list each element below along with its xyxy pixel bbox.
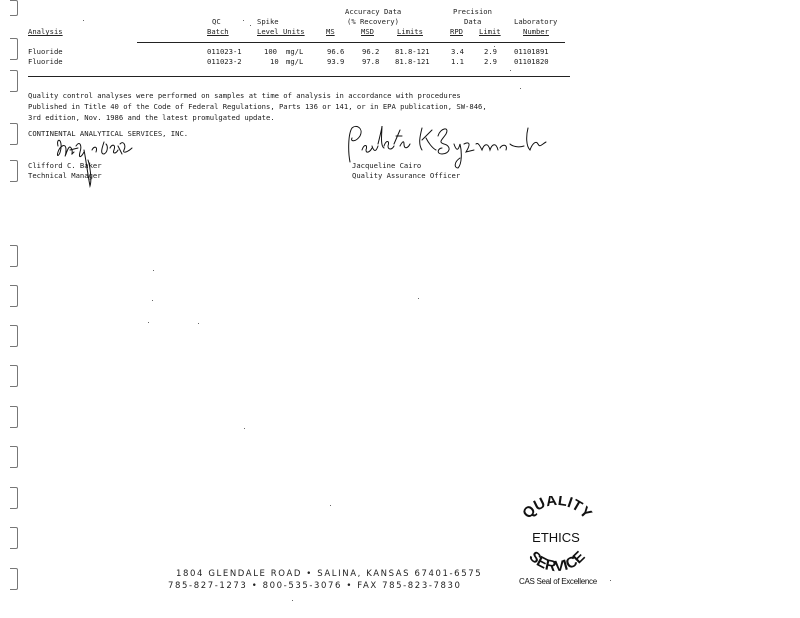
number-header: Number <box>523 27 549 36</box>
limit-header: Limit <box>479 27 501 36</box>
row2-msd: 97.8 <box>362 57 380 66</box>
company-name: CONTINENTAL ANALYTICAL SERVICES, INC. <box>28 129 189 138</box>
accuracy-header: Accuracy Data <box>345 7 402 16</box>
footer-phones: 785-827-1273 • 800-535-3076 • FAX 785-823-7830 <box>168 581 462 591</box>
rpd-header: RPD <box>450 27 463 36</box>
qc-header: QC <box>212 17 221 26</box>
analysis-header: Analysis <box>28 27 63 36</box>
row2-ms: 93.9 <box>327 57 345 66</box>
level-units-header: Level Units <box>257 27 305 36</box>
ms-header: MS <box>326 27 335 36</box>
row1-units: mg/L <box>286 47 304 56</box>
qc-statement-line1: Quality control analyses were performed on samples at time of analysis in accordance with procedures <box>28 91 461 100</box>
seal-top-text: QUALITY <box>519 496 595 523</box>
qc-statement <box>28 90 568 123</box>
seal-caption: CAS Seal of Excellence <box>519 577 597 586</box>
right-signer-name: Jacqueline Cairo <box>352 161 422 170</box>
right-signer-title: Quality Assurance Officer <box>352 171 461 180</box>
row2-level: 10 <box>270 57 279 66</box>
row1-level: 100 <box>264 47 277 56</box>
footer-address: 1804 GLENDALE ROAD • SALINA, KANSAS 67401-6575 <box>176 569 483 579</box>
row1-analysis: Fluoride <box>28 47 63 56</box>
precision-data-header: Data <box>464 17 482 26</box>
left-signer-name: Clifford C. Baker <box>28 161 102 170</box>
row2-batch: 011023-2 <box>207 57 242 66</box>
row2-rpd: 1.1 <box>451 57 464 66</box>
spike-header: Spike <box>257 17 279 26</box>
row2-limit: 2.9 <box>484 57 497 66</box>
recovery-header: (% Recovery) <box>347 17 399 26</box>
row2-limits: 81.8-121 <box>395 57 430 66</box>
seal-bottom-text: SERVICE <box>525 548 589 576</box>
row2-lab: 01101820 <box>514 57 549 66</box>
quality-seal <box>514 496 598 576</box>
table-bottom-rule <box>28 76 570 77</box>
left-signer-title: Technical Manager <box>28 171 102 180</box>
limits-header: Limits <box>397 27 423 36</box>
row1-limits: 81.8-121 <box>395 47 430 56</box>
row1-batch: 011023-1 <box>207 47 242 56</box>
batch-header: Batch <box>207 27 229 36</box>
row2-units: mg/L <box>286 57 304 66</box>
precision-header: Precision <box>453 7 492 16</box>
row1-ms: 96.6 <box>327 47 345 56</box>
row1-limit: 2.9 <box>484 47 497 56</box>
msd-header: MSD <box>361 27 374 36</box>
laboratory-header: Laboratory <box>514 17 558 26</box>
row1-rpd: 3.4 <box>451 47 464 56</box>
row2-analysis: Fluoride <box>28 57 63 66</box>
qc-statement-line3: 3rd edition, Nov. 1986 and the latest promulgated update. <box>28 113 275 122</box>
row1-msd: 96.2 <box>362 47 380 56</box>
qc-statement-line2: Published in Title 40 of the Code of Federal Regulations, Parts 136 or 141, or in EPA publication, SW-846, <box>28 102 487 111</box>
header-rule <box>137 42 565 43</box>
seal-middle-text: ETHICS <box>532 530 580 545</box>
row1-lab: 01101891 <box>514 47 549 56</box>
